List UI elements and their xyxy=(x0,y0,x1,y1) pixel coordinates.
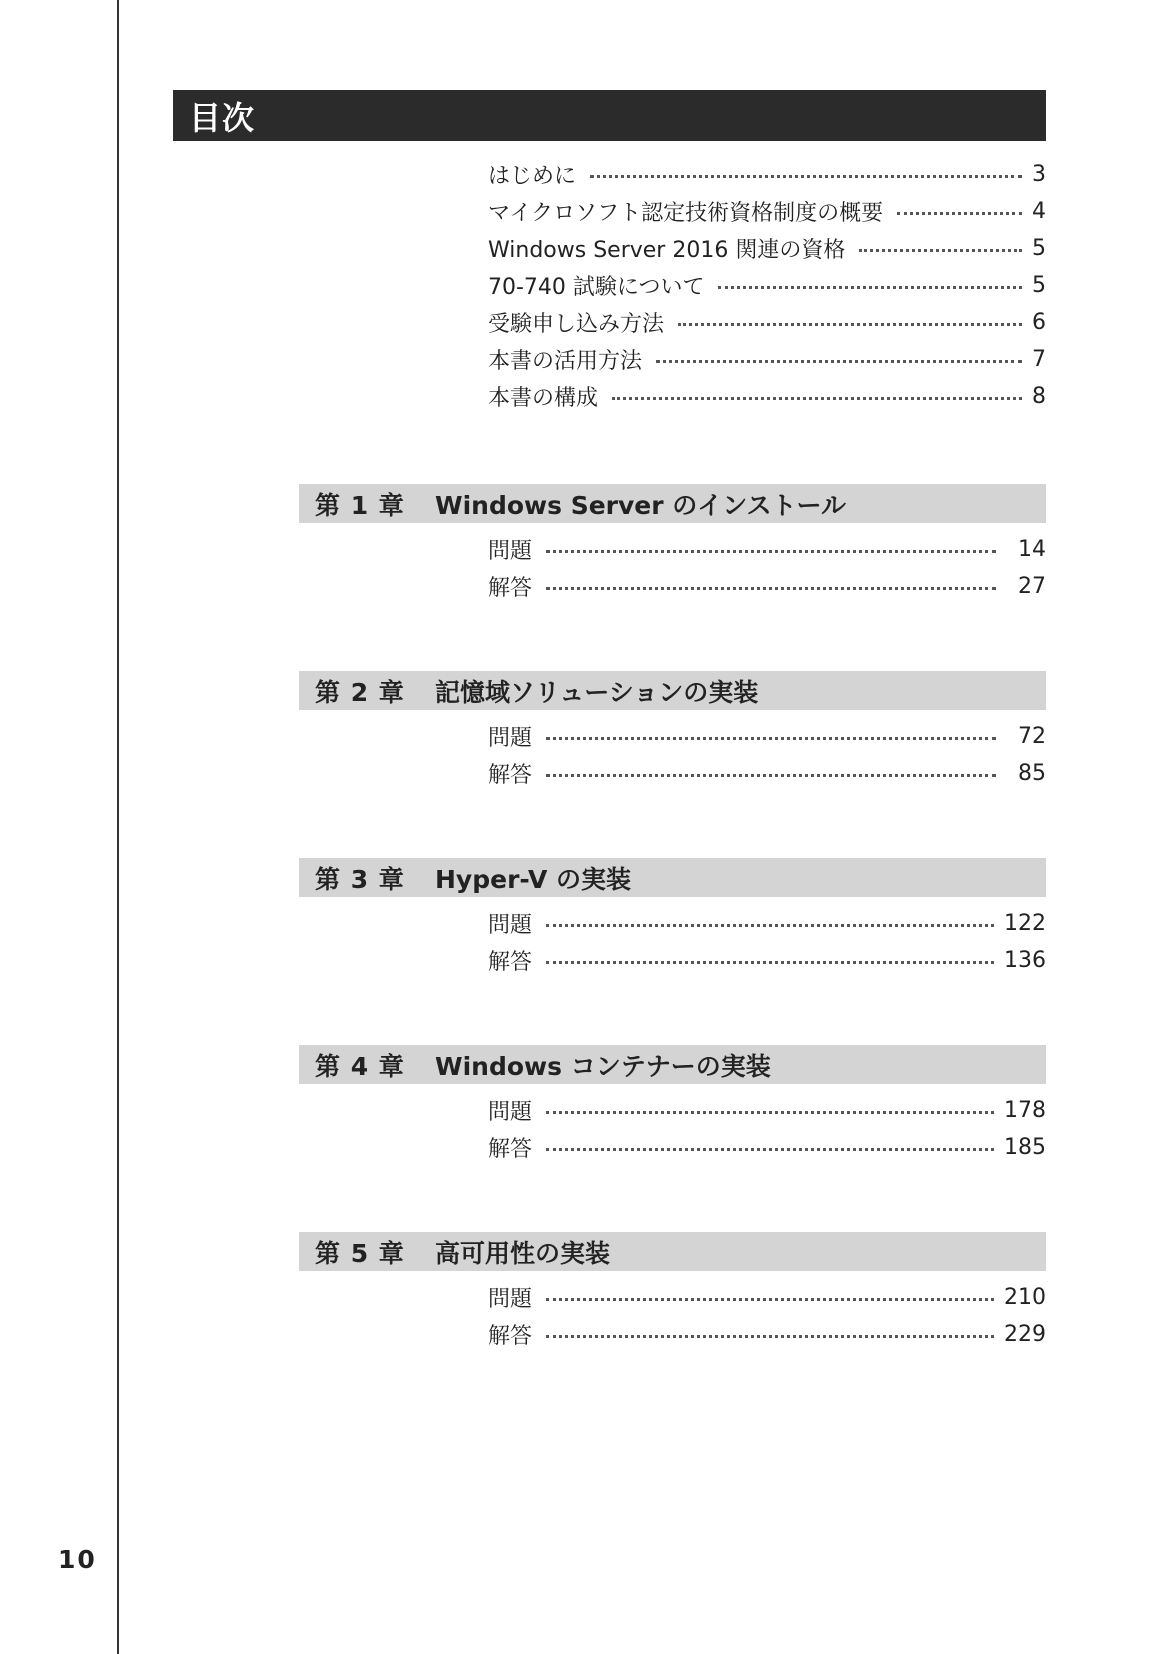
toc-entry-label: 解答 xyxy=(488,1323,533,1349)
toc-entry-label: 問題 xyxy=(488,1099,533,1125)
chapter-number: 第 1 章 xyxy=(315,490,404,520)
toc-entry-label: 問題 xyxy=(488,538,533,564)
page-number: 10 xyxy=(58,1545,97,1574)
toc-entry-label: 受験申し込み方法 xyxy=(488,311,665,337)
toc-entry-page: 178 xyxy=(1004,1097,1046,1123)
toc-entry-page: 5 xyxy=(1032,235,1046,261)
chapter-number: 第 3 章 xyxy=(315,864,404,894)
toc-entry-label: 問題 xyxy=(488,1286,533,1312)
chapter-5-questions[interactable] xyxy=(488,1281,1046,1313)
dot-leader xyxy=(546,1148,994,1151)
chapter-5-header[interactable] xyxy=(299,1232,1046,1271)
toc-entry-label: 本書の構成 xyxy=(488,385,599,411)
dot-leader xyxy=(546,1298,994,1301)
toc-entry-related-certs[interactable] xyxy=(488,232,1046,264)
toc-entry-page: 8 xyxy=(1032,383,1046,409)
dot-leader xyxy=(718,286,1022,289)
dot-leader xyxy=(546,1335,994,1338)
dot-leader xyxy=(590,175,1022,178)
dot-leader xyxy=(859,249,1022,252)
chapter-number: 第 2 章 xyxy=(315,677,404,707)
toc-entry-label: Windows Server 2016 関連の資格 xyxy=(488,237,846,263)
chapter-number: 第 4 章 xyxy=(315,1051,404,1081)
toc-entry-page: 72 xyxy=(1018,723,1046,749)
toc-entry-page: 3 xyxy=(1032,161,1046,187)
page-margin-rule xyxy=(117,0,119,1654)
toc-entry-page: 7 xyxy=(1032,346,1046,372)
dot-leader xyxy=(546,550,996,553)
toc-entry-exam-info[interactable] xyxy=(488,269,1046,301)
toc-entry-how-to-use[interactable] xyxy=(488,343,1046,375)
toc-entry-page: 85 xyxy=(1018,760,1046,786)
toc-entry-page: 5 xyxy=(1032,272,1046,298)
chapter-1-questions[interactable] xyxy=(488,533,1046,565)
toc-entry-label: 問題 xyxy=(488,912,533,938)
chapter-2-header[interactable] xyxy=(299,671,1046,710)
toc-entry-label: はじめに xyxy=(488,163,577,189)
dot-leader xyxy=(546,774,996,777)
toc-entry-page: 210 xyxy=(1004,1284,1046,1310)
chapter-title: Windows コンテナーの実装 xyxy=(435,1051,771,1081)
dot-leader xyxy=(678,323,1022,326)
toc-entry-label: 問題 xyxy=(488,725,533,751)
chapter-title: Windows Server のインストール xyxy=(435,490,847,520)
chapter-title: 高可用性の実装 xyxy=(435,1238,611,1268)
chapter-3-header[interactable] xyxy=(299,858,1046,897)
toc-entry-page: 6 xyxy=(1032,309,1046,335)
toc-entry-label: 本書の活用方法 xyxy=(488,348,643,374)
toc-entry-label: 70-740 試験について xyxy=(488,274,705,300)
dot-leader xyxy=(546,961,994,964)
chapter-5-answers[interactable] xyxy=(488,1318,1046,1350)
chapter-4-header[interactable] xyxy=(299,1045,1046,1084)
toc-entry-page: 4 xyxy=(1032,198,1046,224)
toc-entry-label: 解答 xyxy=(488,762,533,788)
toc-entry-label: マイクロソフト認定技術資格制度の概要 xyxy=(488,200,884,226)
toc-entry-certification-overview[interactable] xyxy=(488,195,1046,227)
toc-entry-label: 解答 xyxy=(488,1136,533,1162)
toc-entry-label: 解答 xyxy=(488,949,533,975)
chapter-number: 第 5 章 xyxy=(315,1238,404,1268)
toc-title-bar xyxy=(173,90,1046,141)
chapter-1-header[interactable] xyxy=(299,484,1046,523)
toc-entry-page: 14 xyxy=(1018,536,1046,562)
toc-entry-page: 136 xyxy=(1004,947,1046,973)
chapter-2-questions[interactable] xyxy=(488,720,1046,752)
toc-entry-registration[interactable] xyxy=(488,306,1046,338)
toc-entry-page: 185 xyxy=(1004,1134,1046,1160)
toc-entry-hajimeni[interactable] xyxy=(488,158,1046,190)
chapter-4-answers[interactable] xyxy=(488,1131,1046,1163)
dot-leader xyxy=(546,587,996,590)
toc-entry-label: 解答 xyxy=(488,575,533,601)
chapter-3-questions[interactable] xyxy=(488,907,1046,939)
chapter-3-answers[interactable] xyxy=(488,944,1046,976)
toc-entry-structure[interactable] xyxy=(488,380,1046,412)
toc-entry-page: 122 xyxy=(1004,910,1046,936)
page-title: 目次 xyxy=(189,98,256,137)
chapter-2-answers[interactable] xyxy=(488,757,1046,789)
dot-leader xyxy=(656,360,1022,363)
dot-leader xyxy=(546,737,996,740)
dot-leader xyxy=(897,212,1022,215)
chapter-title: 記憶域ソリューションの実装 xyxy=(435,677,759,707)
dot-leader xyxy=(612,397,1022,400)
chapter-1-answers[interactable] xyxy=(488,570,1046,602)
toc-entry-page: 27 xyxy=(1018,573,1046,599)
dot-leader xyxy=(546,1111,994,1114)
toc-entry-page: 229 xyxy=(1004,1321,1046,1347)
chapter-4-questions[interactable] xyxy=(488,1094,1046,1126)
chapter-title: Hyper-V の実装 xyxy=(435,864,632,894)
dot-leader xyxy=(546,924,994,927)
